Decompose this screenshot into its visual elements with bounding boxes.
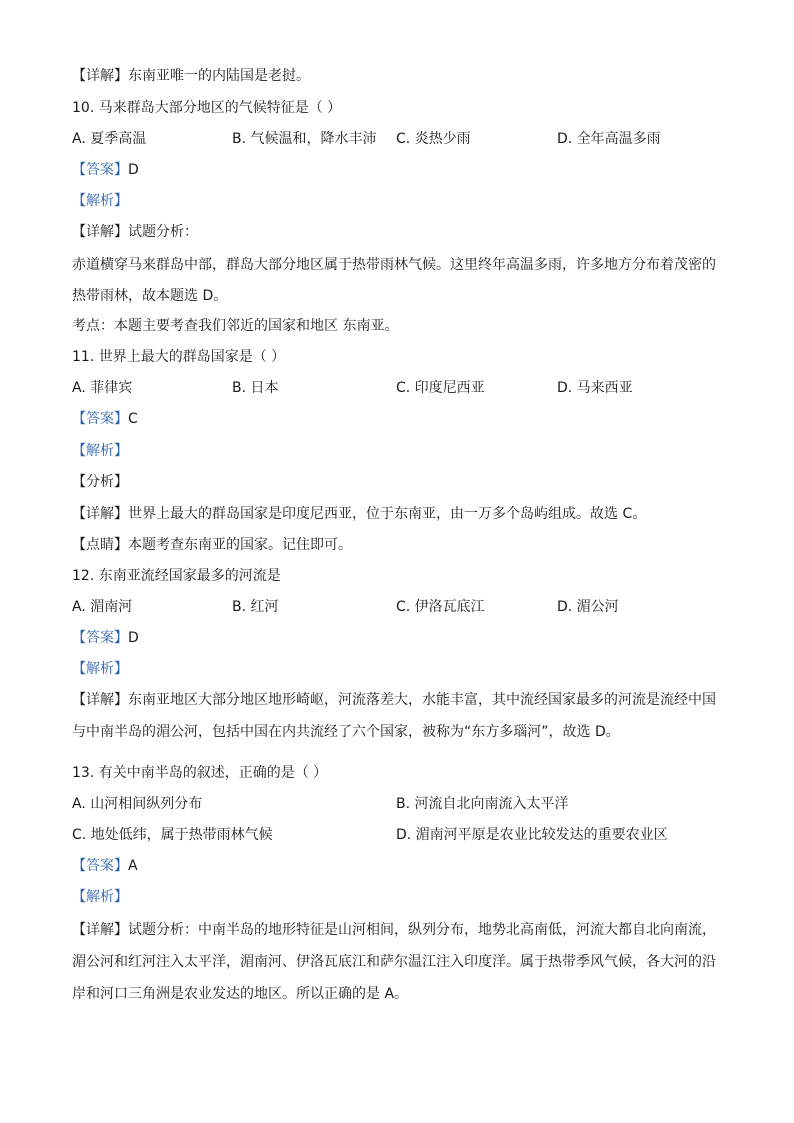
detail-text: 东南亚唯一的内陆国是老挝。 xyxy=(128,68,310,84)
q11-answer xyxy=(72,409,138,429)
q12-option-a: A. 湄南河 xyxy=(72,599,133,615)
detail-text: 东南亚地区大部分地区地形崎岖，河流落差大，水能丰富，其中流经国家最多的河流是流经中国 xyxy=(128,692,716,708)
q12-option-c: C. 伊洛瓦底江 xyxy=(396,599,485,615)
q13-detail-line1 xyxy=(72,920,716,940)
q13-question: 13. 有关中南半岛的叙述，正确的是（ ） xyxy=(72,765,328,781)
answer-value: D xyxy=(128,630,139,646)
q12-detail-line1 xyxy=(72,690,716,710)
q10-kaodian: 考点：本题主要考查我们邻近的国家和地区 东南亚。 xyxy=(72,318,399,334)
q11-option-c: C. 印度尼西亚 xyxy=(396,380,485,396)
detail-tag: 【详解】 xyxy=(72,224,128,240)
q11-dianjing xyxy=(72,535,352,555)
q13-option-a: A. 山河相间纵列分布 xyxy=(72,796,203,812)
q10-question: 10. 马来群岛大部分地区的气候特征是（ ） xyxy=(72,100,342,116)
q12-analysis-tag: 【解析】 xyxy=(72,661,128,677)
q11-option-a: A. 菲律宾 xyxy=(72,380,133,396)
q9-detail xyxy=(72,66,310,86)
q12-option-b: B. 红河 xyxy=(232,599,279,615)
q13-detail-line2: 湄公河和红河注入太平洋，湄南河、伊洛瓦底江和萨尔温江注入印度洋。属于热带季风气候，各大河的沿 xyxy=(72,954,716,970)
dianjing-tag: 【点睛】 xyxy=(72,537,128,553)
detail-tag: 【详解】 xyxy=(72,68,128,84)
q10-answer xyxy=(72,160,139,180)
q10-detail-line1: 赤道横穿马来群岛中部，群岛大部分地区属于热带雨林气候。这里终年高温多雨，许多地方分布着茂密的 xyxy=(72,257,716,273)
q13-answer xyxy=(72,856,138,876)
dianjing-text: 本题考查东南亚的国家。记住即可。 xyxy=(128,537,352,553)
q12-answer xyxy=(72,628,139,648)
q11-analysis-tag: 【解析】 xyxy=(72,443,128,459)
detail-text: 世界上最大的群岛国家是印度尼西亚，位于东南亚，由一万多个岛屿组成。故选 C。 xyxy=(128,506,647,522)
answer-value: D xyxy=(128,162,139,178)
q12-option-d: D. 湄公河 xyxy=(557,599,619,615)
detail-tag: 【详解】 xyxy=(72,922,128,938)
q10-detail-line2: 热带雨林，故本题选 D。 xyxy=(72,288,228,304)
q10-analysis-tag: 【解析】 xyxy=(72,193,128,209)
q13-option-d: D. 湄南河平原是农业比较发达的重要农业区 xyxy=(396,827,668,843)
answer-tag: 【答案】 xyxy=(72,411,128,427)
q13-option-b: B. 河流自北向南流入太平洋 xyxy=(396,796,569,812)
q13-detail-line3: 岸和河口三角洲是农业发达的地区。所以正确的是 A。 xyxy=(72,986,409,1002)
detail-tag: 【详解】 xyxy=(72,506,128,522)
answer-value: A xyxy=(128,858,138,874)
q11-option-b: B. 日本 xyxy=(232,380,279,396)
detail-text: 试题分析：中南半岛的地形特征是山河相间，纵列分布，地势北高南低，河流大都自北向南流， xyxy=(128,922,716,938)
q12-detail-line2: 与中南半岛的湄公河，包括中国在内共流经了六个国家，被称为“东方多瑙河”，故选 D。 xyxy=(72,724,620,740)
q11-question: 11. 世界上最大的群岛国家是（ ） xyxy=(72,349,286,365)
q11-fenxi-tag: 【分析】 xyxy=(72,474,128,490)
q11-detail xyxy=(72,504,646,524)
answer-tag: 【答案】 xyxy=(72,630,128,646)
q13-option-c: C. 地处低纬，属于热带雨林气候 xyxy=(72,827,273,843)
q10-option-a: A. 夏季高温 xyxy=(72,131,147,147)
detail-intro: 试题分析： xyxy=(128,224,198,240)
q10-option-b: B. 气候温和，降水丰沛 xyxy=(232,131,377,147)
q12-question: 12. 东南亚流经国家最多的河流是 xyxy=(72,568,281,584)
q10-option-c: C. 炎热少雨 xyxy=(396,131,471,147)
answer-value: C xyxy=(128,411,138,427)
q11-option-d: D. 马来西亚 xyxy=(557,380,633,396)
answer-tag: 【答案】 xyxy=(72,858,128,874)
answer-tag: 【答案】 xyxy=(72,162,128,178)
q10-detail xyxy=(72,222,198,242)
q13-analysis-tag: 【解析】 xyxy=(72,889,128,905)
q10-option-d: D. 全年高温多雨 xyxy=(557,131,661,147)
detail-tag: 【详解】 xyxy=(72,692,128,708)
